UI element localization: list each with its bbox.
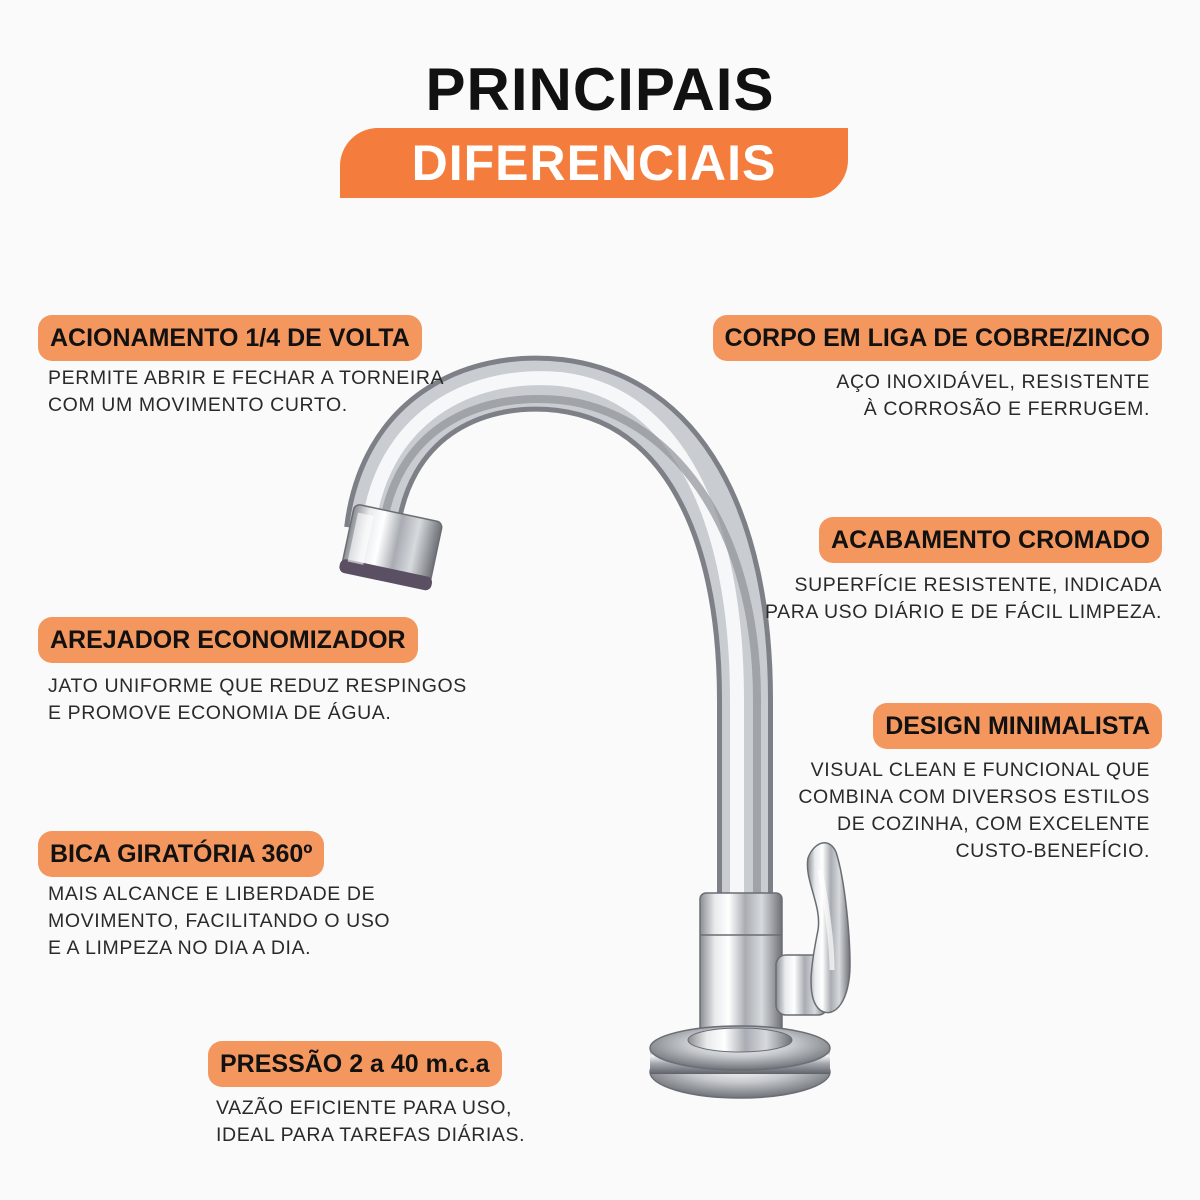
feature-badge-acabamento: ACABAMENTO CROMADO <box>819 517 1162 563</box>
desc-line: COM UM MOVIMENTO CURTO. <box>48 394 348 416</box>
feature-badge-corpo: CORPO EM LIGA DE COBRE/ZINCO <box>713 315 1162 361</box>
feature-desc-bica <box>48 881 390 962</box>
feature-badge-arejador: AREJADOR ECONOMIZADOR <box>38 617 418 663</box>
subtitle-text: DIFERENCIAIS <box>411 135 777 191</box>
desc-line: CUSTO-BENEFÍCIO. <box>955 840 1150 862</box>
desc-line: VAZÃO EFICIENTE PARA USO, <box>216 1097 512 1119</box>
desc-line: VISUAL CLEAN E FUNCIONAL QUE <box>810 759 1150 781</box>
desc-line: PARA USO DIÁRIO E DE FÁCIL LIMPEZA. <box>764 601 1162 623</box>
feature-desc-pressao <box>216 1095 525 1149</box>
aerator <box>338 503 444 591</box>
feature-desc-acabamento <box>765 572 1162 626</box>
feature-desc-design <box>798 757 1150 865</box>
desc-line: E A LIMPEZA NO DIA A DIA. <box>48 937 312 959</box>
feature-badge-design: DESIGN MINIMALISTA <box>873 703 1162 749</box>
desc-line: JATO UNIFORME QUE REDUZ RESPINGOS <box>48 675 467 697</box>
desc-line: AÇO INOXIDÁVEL, RESISTENTE <box>836 371 1150 393</box>
feature-desc-corpo <box>836 369 1150 423</box>
desc-line: COMBINA COM DIVERSOS ESTILOS <box>798 786 1150 808</box>
feature-badge-acionamento: ACIONAMENTO 1/4 DE VOLTA <box>38 315 422 361</box>
desc-line: E PROMOVE ECONOMIA DE ÁGUA. <box>48 702 392 724</box>
feature-badge-pressao: PRESSÃO 2 a 40 m.c.a <box>208 1041 502 1087</box>
desc-line: À CORROSÃO E FERRUGEM. <box>863 398 1150 420</box>
desc-line: PERMITE ABRIR E FECHAR A TORNEIRA <box>48 367 445 389</box>
feature-desc-acionamento <box>48 365 444 419</box>
desc-line: MOVIMENTO, FACILITANDO O USO <box>48 910 391 932</box>
desc-line: MAIS ALCANCE E LIBERDADE DE <box>48 883 376 905</box>
page-title: PRINCIPAIS <box>425 56 775 123</box>
desc-line: SUPERFÍCIE RESISTENTE, INDICADA <box>794 574 1162 596</box>
feature-badge-bica: BICA GIRATÓRIA 360º <box>38 831 324 877</box>
feature-desc-arejador <box>48 673 467 727</box>
desc-line: DE COZINHA, COM EXCELENTE <box>837 813 1150 835</box>
desc-line: IDEAL PARA TAREFAS DIÁRIAS. <box>216 1124 526 1146</box>
